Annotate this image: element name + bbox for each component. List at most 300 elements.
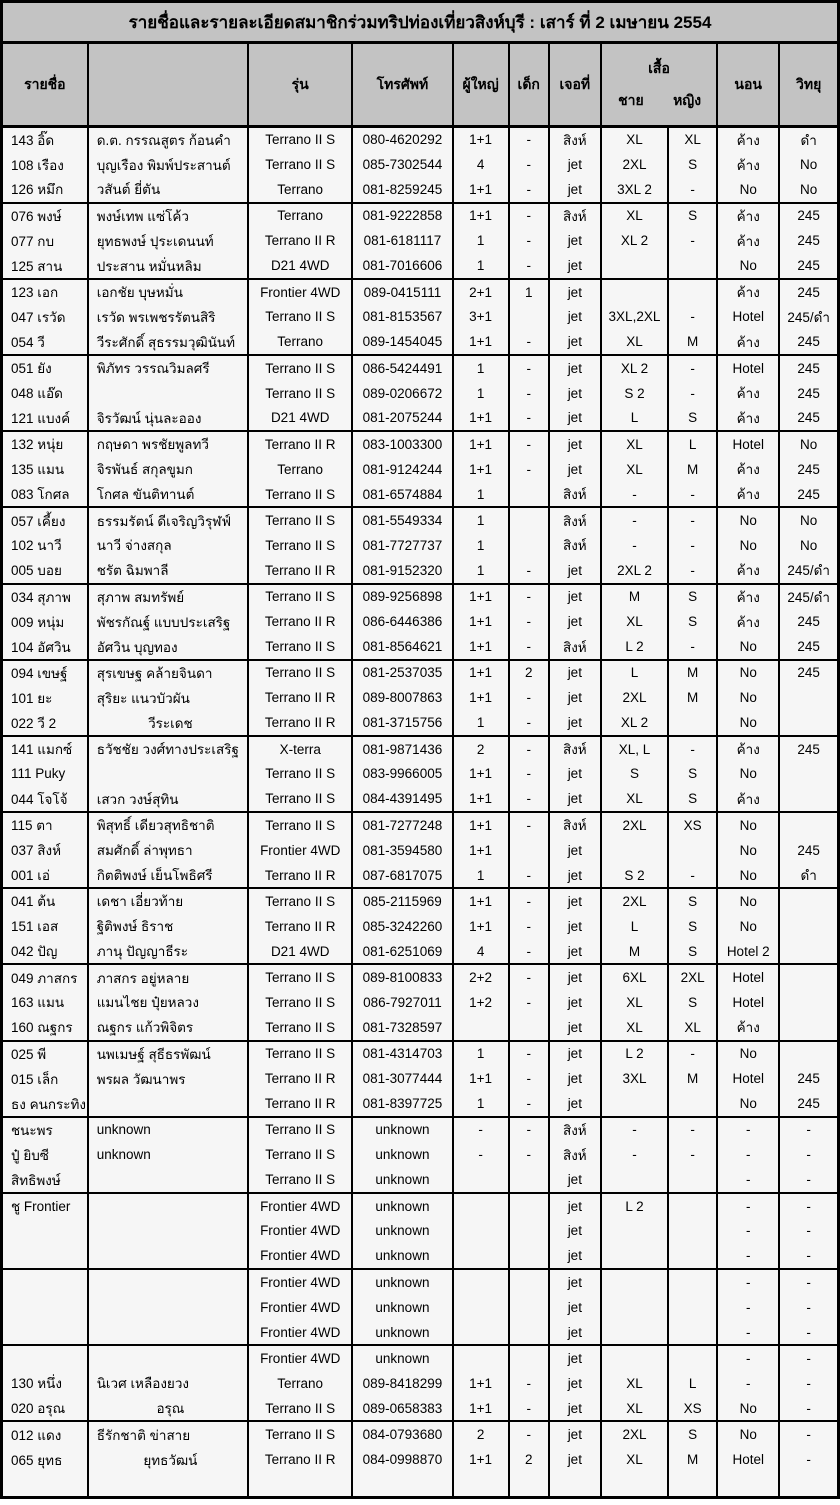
table-cell (509, 1269, 549, 1294)
table-cell: M (668, 330, 717, 355)
table-cell: 1+1 (453, 203, 509, 228)
table-cell: - (668, 228, 717, 253)
table-cell: พรผล วัฒนาพร (88, 1066, 248, 1091)
table-cell: - (717, 1168, 779, 1193)
table-cell: 2+1 (453, 279, 509, 304)
table-cell: No (717, 863, 779, 888)
table-cell: 005 บอย (2, 558, 88, 583)
table-cell: Terrano II S (248, 355, 352, 380)
table-cell: Hotel (717, 431, 779, 456)
table-cell (509, 1244, 549, 1269)
table-cell: XL (601, 127, 668, 152)
table-cell: 1 (453, 1091, 509, 1116)
table-cell: - (779, 1244, 838, 1269)
table-cell: 1+1 (453, 1371, 509, 1396)
table-row (2, 990, 839, 1015)
table-cell: 245 (779, 634, 838, 659)
table-cell: 094 เขษฐ์ (2, 660, 88, 685)
table-cell: 009 หนุ่ม (2, 609, 88, 634)
table-head (2, 2, 839, 127)
table-cell (453, 1015, 509, 1040)
table-cell (453, 1294, 509, 1319)
table-cell: 081-8397725 (352, 1091, 452, 1116)
table-cell: S (668, 787, 717, 812)
table-cell: - (779, 1142, 838, 1167)
table-cell: XL (601, 1396, 668, 1421)
table-cell (509, 1345, 549, 1370)
table-cell: - (779, 1117, 838, 1142)
table-cell (601, 837, 668, 862)
table-cell: 2XL (601, 152, 668, 177)
table-cell: Terrano II R (248, 228, 352, 253)
table-cell: Terrano II S (248, 304, 352, 329)
table-row (2, 1066, 839, 1091)
table-cell: - (668, 1142, 717, 1167)
table-cell: Hotel (717, 304, 779, 329)
table-cell: XL (601, 1015, 668, 1040)
table-cell: 015 เล็ก (2, 1066, 88, 1091)
table-cell: 3XL (601, 1066, 668, 1091)
table-cell (352, 1472, 452, 1497)
table-cell: ธวัชชัย วงศ์ทางประเสริฐ (88, 736, 248, 761)
table-cell: 081-8564621 (352, 634, 452, 659)
table-cell: jet (549, 1320, 601, 1345)
table-cell: 051 ยัง (2, 355, 88, 380)
table-cell: 1+1 (453, 787, 509, 812)
table-cell: Terrano II S (248, 1142, 352, 1167)
table-cell: 089-0206672 (352, 380, 452, 405)
table-cell: สิงห์ (549, 812, 601, 837)
table-cell: Terrano II S (248, 812, 352, 837)
table-cell (453, 1168, 509, 1193)
table-cell: ค้าง (717, 380, 779, 405)
table-cell (668, 1193, 717, 1218)
table-row (2, 1371, 839, 1396)
table-row (2, 1294, 839, 1319)
table-cell: - (668, 1041, 717, 1066)
table-cell: jet (549, 964, 601, 989)
table-cell: - (779, 1218, 838, 1243)
table-cell (779, 939, 838, 964)
table-row (2, 482, 839, 507)
table-cell (601, 1345, 668, 1370)
table-cell: - (509, 888, 549, 913)
table-cell: - (509, 787, 549, 812)
table-cell: XL 2 (601, 710, 668, 735)
table-cell: 081-6251069 (352, 939, 452, 964)
table-cell: No (717, 1091, 779, 1116)
table-row (2, 228, 839, 253)
table-cell: No (717, 914, 779, 939)
table-row (2, 888, 839, 913)
table-row (2, 457, 839, 482)
table-cell: 047 เรวัด (2, 304, 88, 329)
table-cell: เสวก วงษ์สุทิน (88, 787, 248, 812)
table-cell: ค้าง (717, 203, 779, 228)
table-cell: Terrano II R (248, 1447, 352, 1472)
table-cell: jet (549, 787, 601, 812)
table-cell: ค้าง (717, 482, 779, 507)
table-cell: 125 สาน (2, 253, 88, 278)
table-row (2, 736, 839, 761)
table-row (2, 812, 839, 837)
table-cell: Frontier 4WD (248, 1218, 352, 1243)
table-cell: 1+1 (453, 634, 509, 659)
table-cell: Frontier 4WD (248, 1320, 352, 1345)
table-cell: - (509, 1041, 549, 1066)
table-cell: Terrano II S (248, 761, 352, 786)
table-cell: - (509, 710, 549, 735)
table-cell: 001 เอ่ (2, 863, 88, 888)
column-header-shirt-female: หญิง (673, 91, 702, 108)
table-cell: แมนไชย ปุ๋ยหลวง (88, 990, 248, 1015)
table-cell: 081-8259245 (352, 177, 452, 202)
table-cell: jet (549, 1447, 601, 1472)
table-cell: X-terra (248, 736, 352, 761)
table-cell: 1+1 (453, 660, 509, 685)
table-cell (601, 1168, 668, 1193)
table-cell: 245 (779, 736, 838, 761)
table-cell: 111 Puky (2, 761, 88, 786)
table-cell: 081-9152320 (352, 558, 452, 583)
table-cell: Hotel (717, 990, 779, 1015)
table-cell: 245 (779, 609, 838, 634)
table-cell (779, 685, 838, 710)
table-cell: Frontier 4WD (248, 1193, 352, 1218)
table-cell: 245 (779, 380, 838, 405)
table-cell: L (601, 406, 668, 431)
table-cell: jet (549, 660, 601, 685)
table-cell: ค้าง (717, 1015, 779, 1040)
table-group (2, 812, 839, 888)
table-cell: - (509, 736, 549, 761)
table-cell: unknown (352, 1320, 452, 1345)
table-row (2, 685, 839, 710)
table-cell (88, 1472, 248, 1497)
table-cell: 022 วี 2 (2, 710, 88, 735)
table-cell: unknown (352, 1294, 452, 1319)
table-cell (453, 1320, 509, 1345)
table-cell: 245 (779, 457, 838, 482)
table-cell: Terrano II S (248, 1396, 352, 1421)
table-cell (509, 507, 549, 532)
table-cell: M (668, 457, 717, 482)
table-cell: Terrano II S (248, 990, 352, 1015)
table-cell: เอกชัย บุษหมั่น (88, 279, 248, 304)
table-cell: 065 ยุทธ (2, 1447, 88, 1472)
table-cell (2, 1218, 88, 1243)
table-cell (668, 710, 717, 735)
table-cell: unknown (352, 1142, 452, 1167)
table-cell: บุญเรือง พิมพ์ประสานต์ (88, 152, 248, 177)
table-cell: Terrano II S (248, 1168, 352, 1193)
table-cell: unknown (88, 1142, 248, 1167)
table-group (2, 1117, 839, 1193)
table-cell: - (509, 1371, 549, 1396)
table-cell: 1+1 (453, 685, 509, 710)
table-cell: Terrano II S (248, 1117, 352, 1142)
table-cell: สิงห์ (549, 507, 601, 532)
table-cell: - (509, 380, 549, 405)
table-cell: ค้าง (717, 330, 779, 355)
column-header-shirt-male: ชาย (618, 91, 644, 108)
table-cell: Hotel 2 (717, 939, 779, 964)
table-cell: XS (668, 1396, 717, 1421)
table-cell: 115 ตา (2, 812, 88, 837)
table-cell: jet (549, 152, 601, 177)
table-cell: Terrano II S (248, 584, 352, 609)
table-cell: S (668, 761, 717, 786)
table-cell: 1 (453, 558, 509, 583)
table-cell: ยุทธพงษ์ ปุระเดนนท์ (88, 228, 248, 253)
table-cell: XL (601, 990, 668, 1015)
table-cell: 3XL 2 (601, 177, 668, 202)
table-cell: - (601, 1142, 668, 1167)
table-cell: jet (549, 1294, 601, 1319)
table-cell: - (509, 685, 549, 710)
table-cell (668, 1091, 717, 1116)
table-cell: - (668, 863, 717, 888)
table-cell (453, 1269, 509, 1294)
table-cell: Terrano II S (248, 152, 352, 177)
table-cell: 135 แมน (2, 457, 88, 482)
table-cell (668, 1244, 717, 1269)
table-cell: นาวี จ่างสกุล (88, 533, 248, 558)
table-cell: 245/ดำ (779, 558, 838, 583)
table-cell: Frontier 4WD (248, 1345, 352, 1370)
table-row (2, 1041, 839, 1066)
table-cell: jet (549, 177, 601, 202)
table-cell: 1+2 (453, 990, 509, 1015)
table-cell: 2XL (668, 964, 717, 989)
table-cell: Terrano II R (248, 1066, 352, 1091)
table-cell: - (779, 1396, 838, 1421)
table-cell: 086-6446386 (352, 609, 452, 634)
table-cell: สมศักดิ์ ล่าพุทธา (88, 837, 248, 862)
table-cell: - (509, 914, 549, 939)
table-group (2, 964, 839, 1040)
table-cell: L (668, 431, 717, 456)
table-row (2, 1218, 839, 1243)
table-cell: ค้าง (717, 558, 779, 583)
table-cell: สุรเขษฐ คล้ายจินดา (88, 660, 248, 685)
table-cell: jet (549, 406, 601, 431)
table-cell: No (717, 1041, 779, 1066)
table-cell: unknown (352, 1117, 452, 1142)
table-cell: ฐิติพงษ์ ธิราช (88, 914, 248, 939)
table-cell: 081-3077444 (352, 1066, 452, 1091)
table-cell: jet (549, 863, 601, 888)
table-cell: XL 2 (601, 228, 668, 253)
table-cell: 1+1 (453, 177, 509, 202)
table-cell: 085-2115969 (352, 888, 452, 913)
table-cell: 081-6574884 (352, 482, 452, 507)
table-cell: - (509, 863, 549, 888)
table-cell: 076 พงษ์ (2, 203, 88, 228)
table-cell: - (509, 1142, 549, 1167)
table-cell: - (509, 177, 549, 202)
table-cell: L 2 (601, 1041, 668, 1066)
table-cell: jet (549, 761, 601, 786)
table-cell: D21 4WD (248, 939, 352, 964)
table-cell: - (509, 406, 549, 431)
table-cell: 012 แดง (2, 1421, 88, 1446)
table-cell: สิทธิพงษ์ (2, 1168, 88, 1193)
table-cell: 1 (453, 507, 509, 532)
table-cell: 081-3594580 (352, 837, 452, 862)
table-cell: Terrano II S (248, 507, 352, 532)
table-row (2, 279, 839, 304)
table-cell: 1 (453, 1041, 509, 1066)
table-cell (668, 1472, 717, 1497)
table-cell: 108 เรือง (2, 152, 88, 177)
table-cell: วีระศักดิ์ สุธรรมวุฒินันท์ (88, 330, 248, 355)
table-cell (668, 837, 717, 862)
table-cell: No (717, 660, 779, 685)
table-row (2, 533, 839, 558)
table-cell: 245 (779, 228, 838, 253)
table-cell: 2+2 (453, 964, 509, 989)
table-cell (453, 1345, 509, 1370)
table-cell: Terrano II S (248, 787, 352, 812)
table-cell (88, 1091, 248, 1116)
table-group (2, 584, 839, 660)
table-row (2, 380, 839, 405)
table-cell: ค้าง (717, 787, 779, 812)
table-cell: ชรัต ฉิมพาลี (88, 558, 248, 583)
table-cell: XL 2 (601, 355, 668, 380)
table-row (2, 1117, 839, 1142)
table-cell: 2XL 2 (601, 558, 668, 583)
table-cell: L (668, 1371, 717, 1396)
table-row (2, 203, 839, 228)
table-cell: - (509, 253, 549, 278)
table-cell: - (453, 1142, 509, 1167)
table-cell: No (717, 812, 779, 837)
table-cell: 121 แบงค์ (2, 406, 88, 431)
table-cell (779, 710, 838, 735)
table-row (2, 1472, 839, 1497)
table-cell (668, 1218, 717, 1243)
table-cell: 081-4314703 (352, 1041, 452, 1066)
table-cell: 081-3715756 (352, 710, 452, 735)
table-cell: jet (549, 253, 601, 278)
table-cell: 1+1 (453, 812, 509, 837)
table-row (2, 406, 839, 431)
table-cell: 089-0415111 (352, 279, 452, 304)
table-cell (668, 253, 717, 278)
table-cell: สุภาพ สมทรัพย์ (88, 584, 248, 609)
table-cell: S (668, 1421, 717, 1446)
table-cell: 245 (779, 203, 838, 228)
table-cell: สิงห์ (549, 736, 601, 761)
table-cell: jet (549, 939, 601, 964)
table-cell: jet (549, 1015, 601, 1040)
table-cell: 081-9222858 (352, 203, 452, 228)
table-cell: D21 4WD (248, 406, 352, 431)
table-cell: ธีรักชาติ ข่าสาย (88, 1421, 248, 1446)
table-cell: - (668, 736, 717, 761)
table-cell: Terrano II S (248, 888, 352, 913)
table-cell: 1+1 (453, 609, 509, 634)
table-cell: 083-9966005 (352, 761, 452, 786)
table-cell: XL (601, 203, 668, 228)
table-cell: - (717, 1320, 779, 1345)
table-cell: 245 (779, 1091, 838, 1116)
table-cell: jet (549, 584, 601, 609)
table-cell: ปู๋ ยิบซี (2, 1142, 88, 1167)
table-cell: jet (549, 355, 601, 380)
table-cell: 1+1 (453, 1396, 509, 1421)
table-cell: Terrano II R (248, 685, 352, 710)
table-cell: 2XL (601, 1421, 668, 1446)
table-cell: jet (549, 1371, 601, 1396)
table-cell: - (668, 634, 717, 659)
table-cell (509, 1472, 549, 1497)
table-cell: M (668, 1066, 717, 1091)
table-cell: 1 (453, 482, 509, 507)
header-row (2, 43, 839, 127)
table-group (2, 660, 839, 736)
table-cell: S (668, 152, 717, 177)
table-cell: L (601, 914, 668, 939)
table-cell: S (668, 584, 717, 609)
table-cell: 1+1 (453, 761, 509, 786)
table-cell (779, 1472, 838, 1497)
table-cell (779, 1015, 838, 1040)
table-cell (453, 1244, 509, 1269)
table-cell: 089-8100833 (352, 964, 452, 989)
table-cell: 126 หมึก (2, 177, 88, 202)
table-cell: - (509, 990, 549, 1015)
table-cell: - (668, 355, 717, 380)
table-cell: พิสุทธิ์ เดียวสุทธิชาติ (88, 812, 248, 837)
table-cell: จิรพันธ์ สกุลขูมก (88, 457, 248, 482)
table-cell: - (509, 634, 549, 659)
table-cell: jet (549, 710, 601, 735)
table-cell: อัศวิน บุญทอง (88, 634, 248, 659)
table-cell: 3+1 (453, 304, 509, 329)
table-cell: No (717, 177, 779, 202)
table-cell: XL (668, 127, 717, 152)
table-cell (509, 1294, 549, 1319)
table-cell: 054 วี (2, 330, 88, 355)
table-cell: Hotel (717, 1066, 779, 1091)
table-group (2, 431, 839, 507)
table-cell (601, 1218, 668, 1243)
table-cell: - (779, 1371, 838, 1396)
table-cell (601, 1269, 668, 1294)
table-cell: Terrano (248, 1371, 352, 1396)
table-cell: - (779, 1447, 838, 1472)
table-cell: 081-7727737 (352, 533, 452, 558)
table-cell: Terrano (248, 177, 352, 202)
table-cell: สิงห์ (549, 533, 601, 558)
table-cell: No (717, 533, 779, 558)
table-cell: jet (549, 1091, 601, 1116)
table-cell: jet (549, 685, 601, 710)
table-cell: No (779, 152, 838, 177)
table-row (2, 152, 839, 177)
table-cell: 245 (779, 1066, 838, 1091)
table-cell: Terrano (248, 203, 352, 228)
table-cell: 2XL (601, 812, 668, 837)
column-header-children: เด็ก (509, 43, 549, 127)
table-cell: 085-3242260 (352, 914, 452, 939)
table-cell (779, 914, 838, 939)
table-cell: 025 พี (2, 1041, 88, 1066)
table-cell: 089-9256898 (352, 584, 452, 609)
